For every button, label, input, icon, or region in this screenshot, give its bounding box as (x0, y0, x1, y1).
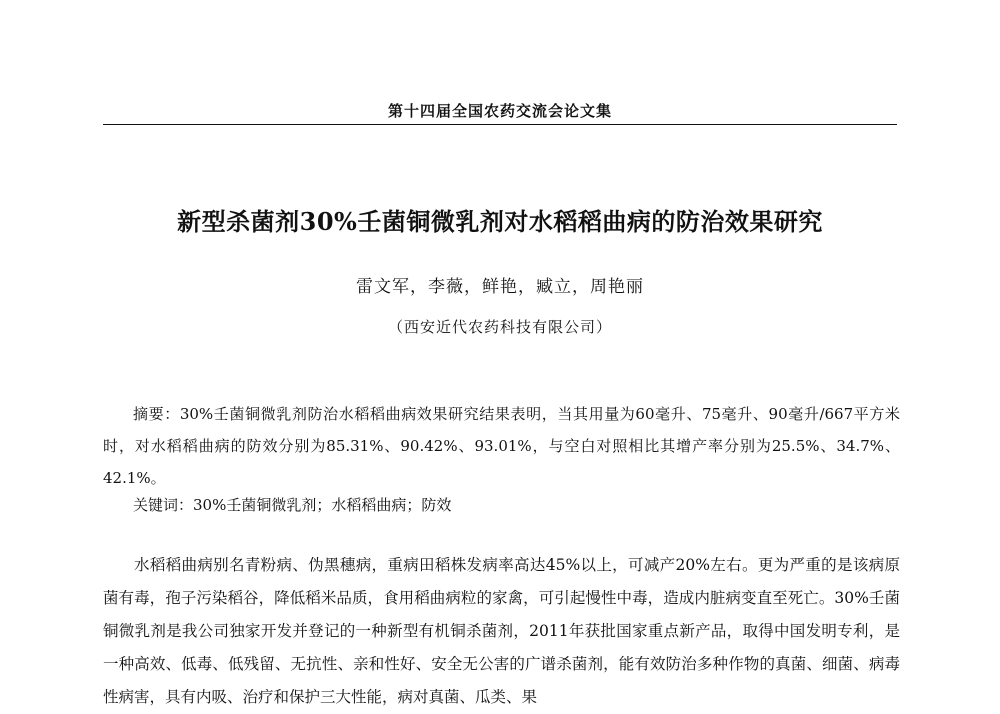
header-rule (103, 124, 897, 125)
affiliation: （西安近代农药科技有限公司） (387, 318, 612, 336)
paper-title: 新型杀菌剂30%壬菌铜微乳剂对水稻稻曲病的防治效果研究 (177, 207, 823, 236)
body-paragraph: 水稻稻曲病别名青粉病、伪黑穗病，重病田稻株发病率高达45%以上，可减产20%左右。更为严重的是该病原菌有毒，孢子污染稻谷，降低稻米品质，食用稻曲病粒的家禽，可引起慢性中毒，造成内脏病变直至死亡。30%壬菌铜微乳剂是我公司独家开发并登记的一种新型有机铜杀菌剂，2011年获批国家重点新产品，取得中国发明专利，是一种高效、低毒、低残留、无抗性、亲和性好、安全无公害的广谱杀菌剂，能有效防治多种作物的真菌、细菌、病毒性病害，具有内吸、治疗和保护三大性能，病对真菌、瓜类、果 (103, 556, 900, 706)
author-list: 雷文军，李薇，鲜艳，臧立，周艳丽 (356, 277, 644, 297)
running-head: 第十四届全国农药交流会论文集 (387, 102, 612, 120)
keywords: 关键词：30%壬菌铜微乳剂；水稻稻曲病；防效 (133, 496, 452, 514)
abstract: 摘要：30%壬菌铜微乳剂防治水稻稻曲病效果研究结果表明，当其用量为60毫升、75毫升、90毫升/667平方米时，对水稻稻曲病的防效分别为85.31%、90.42%、93.01%，与空白对照相比其增产率分别为25.5%、34.7%、42.1%。 (103, 405, 900, 487)
